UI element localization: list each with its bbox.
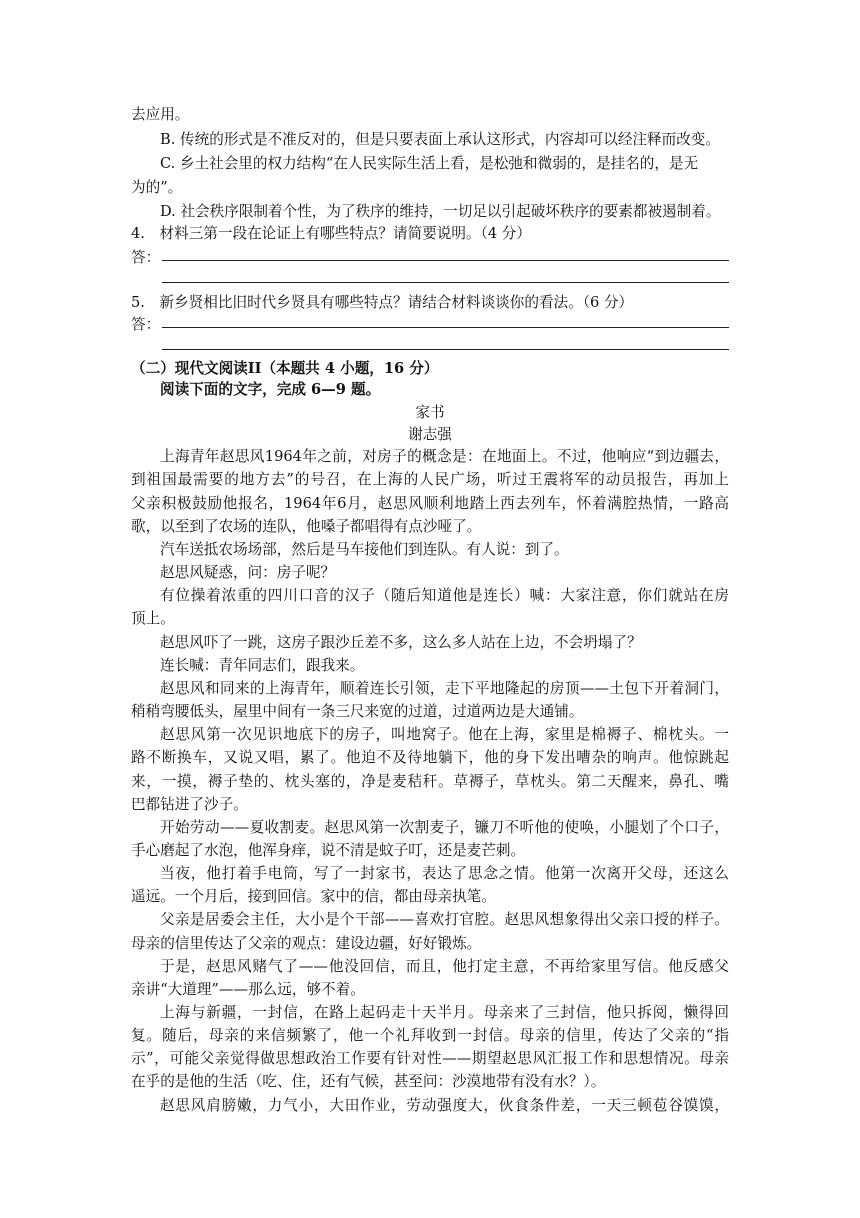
answer-line-4a[interactable] (162, 260, 729, 261)
option-c-line1: C. 乡土社会里的权力结构“在人民实际生活上看，是松弛和微弱的，是挂名的，是无 (160, 155, 699, 172)
article-line: 复。随后，母亲的来信频繁了，他一个礼拜收到一封信。母亲的信里，传达了父亲的“指 (131, 1027, 729, 1044)
answer-label-5: 答： (131, 316, 161, 333)
option-c-line2: 为的”。 (131, 179, 183, 196)
article-line: 遥远。一个月后，接到回信。家中的信，都由母亲执笔。 (131, 888, 496, 905)
section-instruction: 阅读下面的文字，完成 6—9 题。 (160, 381, 381, 398)
article-line: 顶上。 (131, 610, 175, 627)
article-author: 谢志强 (408, 426, 452, 443)
answer-line-4b[interactable] (162, 282, 729, 283)
article-line: 示”，可能父亲觉得做思想政治工作要有针对性——期望赵思风汇报工作和思想情况。母亲 (131, 1050, 729, 1067)
article-line: 母亲的信里传达了父亲的观点：建设边疆，好好锻炼。 (131, 935, 482, 952)
article-line: 赵思风吓了一跳，这房子跟沙丘差不多，这么多人站在上边，不会坍塌了？ (160, 634, 642, 651)
article-line: 父亲是居委会主任，大小是个干部——喜欢打官腔。赵思风想象得出父亲口授的样子。 (160, 911, 729, 928)
article-line: 有位操着浓重的四川口音的汉子（随后知道他是连长）喊：大家注意，你们就站在房 (160, 587, 729, 604)
article-line: 来，一摸，褥子垫的、枕头塞的，净是麦秸秆。草褥子，草枕头。第二天醒来，鼻孔、嘴 (131, 773, 729, 790)
article-line: 当夜，他打着手电筒，写了一封家书，表达了思念之情。他第一次离开父母，还这么 (160, 865, 729, 882)
article-line: 亲讲“大道理”——那么远，够不着。 (131, 981, 365, 998)
article-line: 父亲积极鼓励他报名，1964年6月，赵思风顺利地踏上西去列车，怀着满腔热情，一路高 (131, 495, 729, 512)
article-line: 赵思风第一次见识地底下的房子，叫地窝子。他在上海，家里是棉褥子、棉枕头。一 (160, 726, 729, 743)
option-a-continuation: 去应用。 (131, 106, 190, 123)
article-line: 汽车送抵农场场部，然后是马车接他们到连队。有人说：到了。 (160, 541, 569, 558)
article-line: 开始劳动——夏收割麦。赵思风第一次割麦子，镰刀不听他的使唤，小腿划了个口子， (160, 819, 729, 836)
article-line: 于是，赵思风赌气了——他没回信，而且，他打定主意，不再给家里写信。他反感父 (160, 958, 729, 975)
answer-line-5a[interactable] (162, 327, 729, 328)
answer-line-5b[interactable] (162, 349, 729, 350)
article-line: 路不断换车，又说又唱，累了。他迫不及待地躺下，他的身下发出嘈杂的响声。他惊跳起 (131, 749, 729, 766)
article-line: 巴都钻进了沙子。 (131, 796, 248, 813)
answer-label-4: 答： (131, 249, 161, 266)
question-4: 4. 材料三第一段在论证上有哪些特点？请简要说明。（4 分） (131, 225, 531, 242)
article-line: 稍稍弯腰低头，屋里中间有一条三尺来宽的过道，过道两边是大通铺。 (131, 703, 584, 720)
article-line: 歌，以至到了农场的连队，他嗓子都唱得有点沙哑了。 (131, 518, 482, 535)
article-line: 赵思风疑惑，问：房子呢？ (160, 564, 336, 581)
option-d: D. 社会秩序限制着个性，为了秩序的维持，一切足以引起破坏秩序的要素都被遏制着。 (160, 203, 721, 220)
option-b: B. 传统的形式是不准反对的，但是只要表面上承认这形式，内容却可以经注释而改变。 (160, 131, 720, 148)
article-line: 赵思风肩膀嫩，力气小，大田作业，劳动强度大，伙食条件差，一天三顿苞谷馍馍， (160, 1097, 729, 1114)
article-line: 赵思风和同来的上海青年，顺着连长引领，走下平地隆起的房顶——土包下开着洞门， (160, 680, 729, 697)
question-5: 5. 新乡贤相比旧时代乡贤具有哪些特点？请结合材料谈谈你的看法。（6 分） (131, 294, 634, 311)
article-line: 连长喊：青年同志们，跟我来。 (160, 657, 365, 674)
article-line: 在乎的是他的生活（吃、住，还有气候，甚至问：沙漠地带有没有水？）。 (131, 1073, 606, 1090)
section-heading: （二）现代文阅读II（本题共 4 小题，16 分） (131, 360, 439, 377)
article-line: 到祖国最需要的地方去”的号召，在上海的人民广场，听过王震将军的动员报告，再加上 (131, 471, 729, 488)
article-line: 上海青年赵思风1964年之前，对房子的概念是：在地面上。不过，他响应“到边疆去， (160, 448, 729, 465)
article-title: 家书 (415, 404, 445, 421)
article-line: 手心磨起了水泡，他浑身痒，说不清是蚊子叮，还是麦芒刺。 (131, 842, 526, 859)
article-line: 上海与新疆，一封信，在路上起码走十天半月。母亲来了三封信，他只拆阅，懒得回 (160, 1004, 729, 1021)
